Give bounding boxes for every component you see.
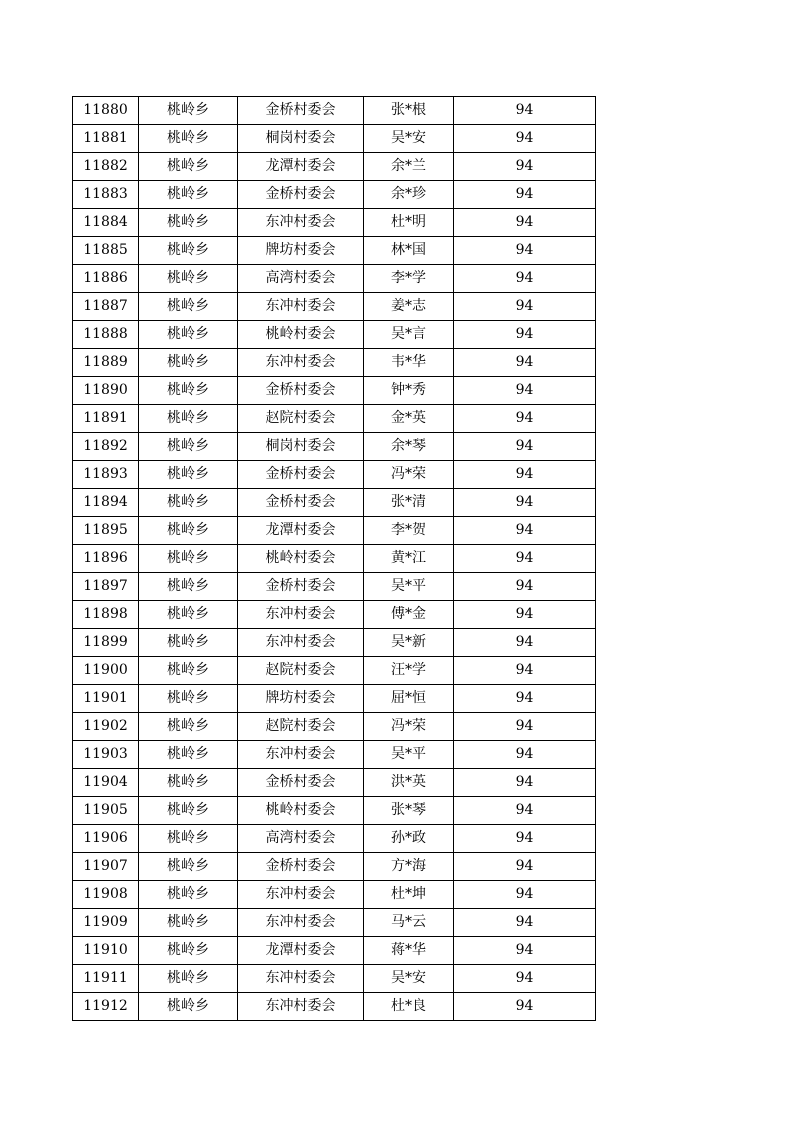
row-number-cell: 11882 [73,153,139,181]
village-committee-cell: 东冲村委会 [238,741,364,769]
roster-body [73,97,596,1021]
row-number-cell: 11903 [73,741,139,769]
village-committee-cell: 金桥村委会 [238,853,364,881]
person-name-cell: 汪*学 [364,657,454,685]
township-cell: 桃岭乡 [139,377,238,405]
table-row [73,685,596,713]
person-name-cell: 李*学 [364,265,454,293]
score-cell: 94 [454,545,596,573]
village-committee-cell: 东冲村委会 [238,909,364,937]
township-cell: 桃岭乡 [139,685,238,713]
person-name-cell: 孙*政 [364,825,454,853]
person-name-cell: 杜*坤 [364,881,454,909]
score-cell: 94 [454,853,596,881]
row-number-cell: 11880 [73,97,139,125]
table-row [73,265,596,293]
score-cell: 94 [454,573,596,601]
township-cell: 桃岭乡 [139,797,238,825]
township-cell: 桃岭乡 [139,489,238,517]
village-committee-cell: 龙潭村委会 [238,153,364,181]
table-row [73,881,596,909]
village-committee-cell: 东冲村委会 [238,881,364,909]
township-cell: 桃岭乡 [139,545,238,573]
table-row [73,965,596,993]
township-cell: 桃岭乡 [139,909,238,937]
score-cell: 94 [454,209,596,237]
table-row [73,321,596,349]
score-cell: 94 [454,825,596,853]
township-cell: 桃岭乡 [139,741,238,769]
score-cell: 94 [454,489,596,517]
person-name-cell: 张*琴 [364,797,454,825]
score-cell: 94 [454,685,596,713]
village-committee-cell: 高湾村委会 [238,265,364,293]
table-row [73,433,596,461]
township-cell: 桃岭乡 [139,629,238,657]
village-committee-cell: 桐岗村委会 [238,125,364,153]
village-committee-cell: 桃岭村委会 [238,797,364,825]
village-committee-cell: 东冲村委会 [238,965,364,993]
township-cell: 桃岭乡 [139,965,238,993]
person-name-cell: 方*海 [364,853,454,881]
table-row [73,937,596,965]
village-committee-cell: 金桥村委会 [238,769,364,797]
score-cell: 94 [454,657,596,685]
village-committee-cell: 东冲村委会 [238,349,364,377]
row-number-cell: 11884 [73,209,139,237]
row-number-cell: 11891 [73,405,139,433]
table-row [73,825,596,853]
person-name-cell: 余*兰 [364,153,454,181]
person-name-cell: 余*琴 [364,433,454,461]
person-name-cell: 金*英 [364,405,454,433]
person-name-cell: 杜*明 [364,209,454,237]
row-number-cell: 11907 [73,853,139,881]
table-row [73,657,596,685]
row-number-cell: 11887 [73,293,139,321]
village-committee-cell: 金桥村委会 [238,489,364,517]
township-cell: 桃岭乡 [139,881,238,909]
village-committee-cell: 金桥村委会 [238,97,364,125]
row-number-cell: 11889 [73,349,139,377]
score-cell: 94 [454,181,596,209]
table-row [73,713,596,741]
table-row [73,909,596,937]
row-number-cell: 11890 [73,377,139,405]
table-row [73,769,596,797]
township-cell: 桃岭乡 [139,181,238,209]
row-number-cell: 11911 [73,965,139,993]
person-name-cell: 张*根 [364,97,454,125]
township-cell: 桃岭乡 [139,601,238,629]
person-name-cell: 黄*江 [364,545,454,573]
score-cell: 94 [454,293,596,321]
score-cell: 94 [454,321,596,349]
person-name-cell: 韦*华 [364,349,454,377]
township-cell: 桃岭乡 [139,293,238,321]
person-name-cell: 马*云 [364,909,454,937]
village-committee-cell: 牌坊村委会 [238,237,364,265]
person-name-cell: 林*国 [364,237,454,265]
village-committee-cell: 赵院村委会 [238,713,364,741]
table-row [73,461,596,489]
village-committee-cell: 桃岭村委会 [238,321,364,349]
roster-table [72,96,596,1021]
village-committee-cell: 东冲村委会 [238,209,364,237]
village-committee-cell: 金桥村委会 [238,377,364,405]
person-name-cell: 冯*荣 [364,713,454,741]
row-number-cell: 11905 [73,797,139,825]
row-number-cell: 11893 [73,461,139,489]
table-row [73,545,596,573]
score-cell: 94 [454,461,596,489]
table-row [73,349,596,377]
score-cell: 94 [454,713,596,741]
score-cell: 94 [454,405,596,433]
score-cell: 94 [454,741,596,769]
village-committee-cell: 牌坊村委会 [238,685,364,713]
score-cell: 94 [454,237,596,265]
row-number-cell: 11898 [73,601,139,629]
village-committee-cell: 东冲村委会 [238,629,364,657]
village-committee-cell: 金桥村委会 [238,573,364,601]
person-name-cell: 吴*新 [364,629,454,657]
score-cell: 94 [454,797,596,825]
table-row [73,377,596,405]
score-cell: 94 [454,377,596,405]
person-name-cell: 杜*良 [364,993,454,1021]
table-row [73,237,596,265]
village-committee-cell: 桃岭村委会 [238,545,364,573]
person-name-cell: 吴*安 [364,965,454,993]
village-committee-cell: 东冲村委会 [238,993,364,1021]
township-cell: 桃岭乡 [139,405,238,433]
row-number-cell: 11906 [73,825,139,853]
row-number-cell: 11901 [73,685,139,713]
score-cell: 94 [454,517,596,545]
township-cell: 桃岭乡 [139,209,238,237]
score-cell: 94 [454,909,596,937]
township-cell: 桃岭乡 [139,517,238,545]
row-number-cell: 11896 [73,545,139,573]
score-cell: 94 [454,349,596,377]
person-name-cell: 吴*平 [364,741,454,769]
person-name-cell: 李*贺 [364,517,454,545]
score-cell: 94 [454,993,596,1021]
village-committee-cell: 赵院村委会 [238,657,364,685]
township-cell: 桃岭乡 [139,237,238,265]
row-number-cell: 11883 [73,181,139,209]
person-name-cell: 余*珍 [364,181,454,209]
row-number-cell: 11904 [73,769,139,797]
person-name-cell: 吴*平 [364,573,454,601]
township-cell: 桃岭乡 [139,769,238,797]
row-number-cell: 11909 [73,909,139,937]
person-name-cell: 傅*金 [364,601,454,629]
person-name-cell: 屈*恒 [364,685,454,713]
row-number-cell: 11908 [73,881,139,909]
person-name-cell: 吴*安 [364,125,454,153]
table-row [73,601,596,629]
row-number-cell: 11886 [73,265,139,293]
row-number-cell: 11888 [73,321,139,349]
township-cell: 桃岭乡 [139,153,238,181]
person-name-cell: 吴*言 [364,321,454,349]
score-cell: 94 [454,433,596,461]
row-number-cell: 11899 [73,629,139,657]
village-committee-cell: 东冲村委会 [238,601,364,629]
township-cell: 桃岭乡 [139,937,238,965]
township-cell: 桃岭乡 [139,349,238,377]
township-cell: 桃岭乡 [139,433,238,461]
table-row [73,629,596,657]
township-cell: 桃岭乡 [139,125,238,153]
person-name-cell: 冯*荣 [364,461,454,489]
table-row [73,209,596,237]
township-cell: 桃岭乡 [139,853,238,881]
table-row [73,405,596,433]
row-number-cell: 11900 [73,657,139,685]
table-row [73,573,596,601]
village-committee-cell: 赵院村委会 [238,405,364,433]
table-row [73,153,596,181]
row-number-cell: 11910 [73,937,139,965]
person-name-cell: 钟*秀 [364,377,454,405]
table-row [73,517,596,545]
table-row [73,97,596,125]
row-number-cell: 11881 [73,125,139,153]
township-cell: 桃岭乡 [139,573,238,601]
village-committee-cell: 龙潭村委会 [238,517,364,545]
score-cell: 94 [454,629,596,657]
township-cell: 桃岭乡 [139,461,238,489]
row-number-cell: 11912 [73,993,139,1021]
score-cell: 94 [454,965,596,993]
score-cell: 94 [454,769,596,797]
township-cell: 桃岭乡 [139,265,238,293]
table-row [73,293,596,321]
township-cell: 桃岭乡 [139,825,238,853]
person-name-cell: 张*清 [364,489,454,517]
village-committee-cell: 东冲村委会 [238,293,364,321]
row-number-cell: 11892 [73,433,139,461]
township-cell: 桃岭乡 [139,97,238,125]
township-cell: 桃岭乡 [139,657,238,685]
township-cell: 桃岭乡 [139,993,238,1021]
row-number-cell: 11895 [73,517,139,545]
row-number-cell: 11897 [73,573,139,601]
table-row [73,993,596,1021]
table-row [73,853,596,881]
village-committee-cell: 高湾村委会 [238,825,364,853]
table-row [73,125,596,153]
village-committee-cell: 桐岗村委会 [238,433,364,461]
row-number-cell: 11894 [73,489,139,517]
score-cell: 94 [454,153,596,181]
township-cell: 桃岭乡 [139,321,238,349]
table-row [73,489,596,517]
person-name-cell: 洪*英 [364,769,454,797]
table-row [73,741,596,769]
person-name-cell: 蒋*华 [364,937,454,965]
township-cell: 桃岭乡 [139,713,238,741]
village-committee-cell: 龙潭村委会 [238,937,364,965]
table-row [73,181,596,209]
table-row [73,797,596,825]
row-number-cell: 11902 [73,713,139,741]
village-committee-cell: 金桥村委会 [238,181,364,209]
village-committee-cell: 金桥村委会 [238,461,364,489]
score-cell: 94 [454,265,596,293]
row-number-cell: 11885 [73,237,139,265]
score-cell: 94 [454,601,596,629]
score-cell: 94 [454,937,596,965]
score-cell: 94 [454,125,596,153]
score-cell: 94 [454,97,596,125]
score-cell: 94 [454,881,596,909]
person-name-cell: 姜*志 [364,293,454,321]
